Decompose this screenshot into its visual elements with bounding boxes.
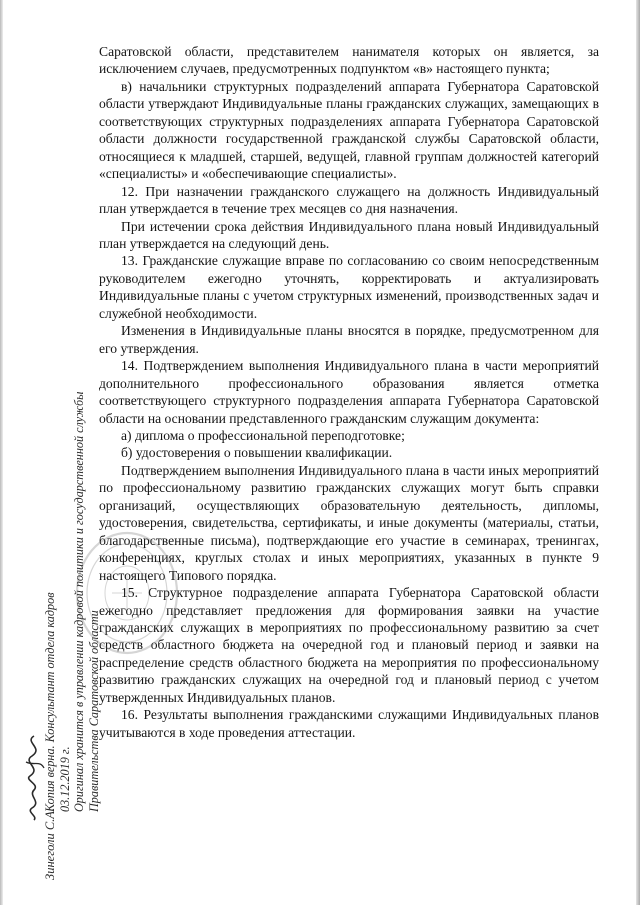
certification-line-1: Копия верна. Консультант отдела кадров [43, 592, 57, 812]
paragraph-14-other: Подтверждением выполнения Индивидуального плана в части иных мероприятий по профессиональному развитию гражданских служащих могут быть справки организаций, осуществляющих образовательную деятельность, дипломы, удостоверения, свидетельства, сертификаты, и иные документы (материалы, статьи, благодарственные письма), подтверждающие его участие в семинарах, тренингах, конференциях, круглых столах и иных мероприятиях, указанных в пункте 9 настоящего Типового порядка. [99, 462, 599, 583]
paragraph-12: 12. При назначении гражданского служащего на должность Индивидуальный план утверждается в течение трех месяцев со дня назначения. [99, 183, 599, 217]
list-item-certificate: б) удостоверения о повышении квалификации. [121, 445, 393, 461]
paragraph-continuation: Саратовской области, представителем нанимателя которых он является, за исключением случаев, предусмотренных подпунктом «в» настоящего пункта; [99, 44, 599, 77]
list-item-diploma: а) диплома о профессиональной переподготовке; [121, 427, 405, 443]
paragraph-11v: в) начальники структурных подразделений аппарата Губернатора Саратовской области утверждают Индивидуальные планы гражданских служащих, замещающих в соответствующих структурных подразделениях аппарата Губернатора Саратовской области должности государственной гражданской службы Саратовской области, относящиеся к младшей, старшей, ведущей, главной группам должностей категорий «специалисты» и «обеспечивающие специалисты». [99, 78, 599, 182]
certification-date: 03.12.2019 г. [57, 746, 72, 812]
paragraph-12-expiry: При истечении срока действия Индивидуального плана новый Индивидуальный план утверждается на следующий день. [99, 218, 599, 251]
scan-edge-right [636, 0, 640, 905]
paragraph-15: 15. Структурное подразделение аппарата Губернатора Саратовской области ежегодно представляет предложения для формирования заявки на участие гражданских служащих в мероприятиях по профессиональному развитию за счет средств областного бюджета на очередной год и плановый период и заявки на распределение средств областного бюджета на мероприятия по профессиональному развитию гражданских служащих на очередной год и плановый период с учетом утвержденных Индивидуальных планов. [99, 585, 599, 705]
official-seal-stamp [72, 528, 182, 658]
paragraph-16: 16. Результаты выполнения гражданскими служащими Индивидуальных планов учитываются в ходе проведения аттестации. [99, 707, 599, 740]
certification-line-4: Правительства Саратовской области [86, 610, 101, 812]
paragraph-14: 14. Подтверждением выполнения Индивидуального плана в части мероприятий дополнительного профессионального образования является отметка соответствующего структурного подразделения аппарата Губернатора Саратовской области на основании представленного гражданским служащим документа: [99, 358, 599, 426]
paragraph-13: 13. Гражданские служащие вправе по согласованию со своим непосредственным руководителем ежегодно уточнять, корректировать и актуализировать Индивидуальные планы с учетом структурных изменений, производственных задач и служебной необходимости. [99, 253, 599, 321]
scan-edge-left [0, 0, 3, 905]
signer-name: Зинеголи С.А. [43, 807, 57, 880]
paragraph-13-changes: Изменения в Индивидуальные планы вносятся в порядке, предусмотренном для его утверждения. [99, 323, 599, 356]
handwritten-signature [20, 732, 48, 822]
certification-line-3: Оригинал хранится в управлении кадровой политики и государственной службы [72, 391, 86, 812]
